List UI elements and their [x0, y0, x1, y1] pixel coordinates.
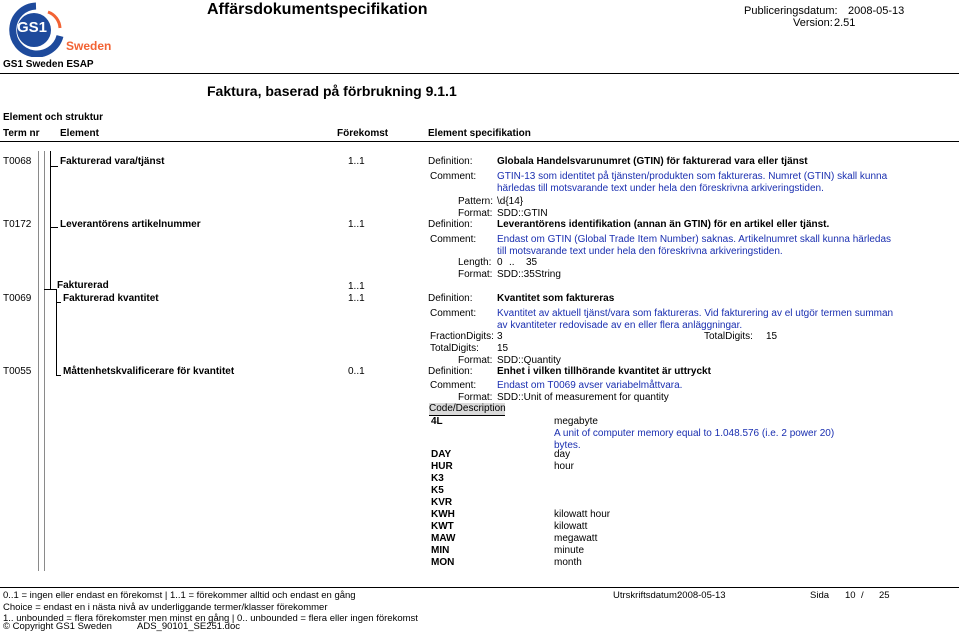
- definition-text: Kvantitet som faktureras: [497, 293, 615, 304]
- code-value: DAY: [431, 449, 452, 460]
- format-value: SDD::Unit of measurement for quantity: [497, 392, 669, 403]
- fraction-digits-value: 3: [497, 331, 503, 342]
- definition-label: Definition:: [428, 156, 473, 167]
- code-description: hour: [554, 461, 575, 472]
- code-value: MON: [431, 557, 455, 568]
- total-digits-value: 15: [497, 343, 509, 354]
- element-name: Leverantörens artikelnummer: [60, 219, 201, 230]
- code-value: MAW: [431, 533, 456, 544]
- code-value: 4L: [431, 416, 443, 427]
- code-value: KVR: [431, 497, 453, 508]
- publication-date-label: Publiceringsdatum:: [744, 5, 838, 17]
- definition-label: Definition:: [428, 219, 473, 230]
- code-value: KWT: [431, 521, 454, 532]
- column-spec: Element specifikation: [428, 128, 531, 139]
- total-digits-inline-label: TotalDigits:: [704, 331, 753, 342]
- gs1-logo: [6, 2, 112, 57]
- total-digits-label: TotalDigits:: [430, 343, 479, 354]
- page-header-title: Affärsdokumentspecifikation: [207, 1, 428, 18]
- occurrence: 1..1: [348, 293, 365, 304]
- code-value: KWH: [431, 509, 455, 520]
- column-element: Element: [60, 128, 99, 139]
- pattern-label: Pattern:: [458, 196, 494, 207]
- code-value: HUR: [431, 461, 453, 472]
- file-name: ADS_90101_SE251.doc: [137, 621, 240, 632]
- comment-label: Comment:: [430, 171, 477, 182]
- code-description: kilowatt: [554, 521, 588, 532]
- format-label: Format:: [458, 392, 493, 403]
- total-digits-inline-value: 15: [766, 331, 778, 342]
- format-value: SDD::35String: [497, 269, 561, 280]
- print-date-label: Utrskriftsdatum:: [613, 590, 680, 601]
- page-total: 25: [879, 590, 890, 601]
- pattern-value: \d{14}: [497, 196, 524, 207]
- logo-text: GS1: [17, 19, 48, 36]
- definition-text: Enhet i vilken tillhörande kvantitet är uttryckt: [497, 366, 711, 377]
- page-label: Sida: [810, 590, 830, 601]
- term-number: T0068: [3, 156, 32, 167]
- format-label: Format:: [458, 269, 493, 280]
- term-number: T0055: [3, 366, 32, 377]
- occurrence: 1..1: [348, 219, 365, 230]
- code-description: megawatt: [554, 533, 598, 544]
- legend-occurrence: 0..1 = ingen eller endast en förekomst | 1..1 = förekommer alltid och endast en gång: [3, 590, 356, 601]
- definition-label: Definition:: [428, 293, 473, 304]
- publication-date: 2008-05-13: [848, 5, 905, 17]
- code-value: K5: [431, 485, 444, 496]
- group-name: Fakturerad: [57, 280, 109, 291]
- definition-text: Leverantörens identifikation (annan än GTIN) för en artikel eller tjänst.: [497, 219, 830, 230]
- format-value: SDD::Quantity: [497, 355, 561, 366]
- code-value: K3: [431, 473, 444, 484]
- element-name: Fakturerad kvantitet: [63, 293, 159, 304]
- comment-label: Comment:: [430, 308, 477, 319]
- occurrence: 1..1: [348, 281, 365, 292]
- length-label: Length:: [458, 257, 492, 268]
- comment-label: Comment:: [430, 234, 477, 245]
- version-label: Version:: [793, 17, 833, 29]
- code-description: megabyte: [554, 416, 598, 427]
- fraction-digits-label: FractionDigits:: [430, 331, 494, 342]
- page-separator: /: [861, 590, 864, 601]
- code-description: A unit of computer memory equal to 1.048.576 (i.e. 2 power 20) bytes.: [554, 428, 835, 451]
- comment-text: GTIN-13 som identitet på tjänsten/produkten som faktureras. Numret (GTIN) skall kunna härledas till motsvarande text under hela den föreskrivna arkiveringstiden.: [497, 171, 888, 194]
- comment-text: Endast om GTIN (Global Trade Item Number) saknas. Artikelnumret skall kunna härledas till motsvarande text under hela den föreskrivna arkiveringstiden.: [497, 234, 892, 257]
- definition-label: Definition:: [428, 366, 473, 377]
- term-number: T0069: [3, 293, 32, 304]
- element-name: Måttenhetskvalificerare för kvantitet: [63, 366, 235, 377]
- section-heading: Element och struktur: [3, 112, 104, 123]
- legend-unbounded: 1.. unbounded = flera förekomster men minst en gång | 0.. unbounded = flera eller ingen förekomst: [3, 613, 418, 624]
- column-occurrence: Förekomst: [337, 128, 389, 139]
- code-description-header: Code/Description: [429, 403, 506, 414]
- logo-country: Sweden: [66, 39, 112, 53]
- organisation: GS1 Sweden ESAP: [3, 59, 94, 70]
- code-value: MIN: [431, 545, 450, 556]
- format-label: Format:: [458, 208, 493, 219]
- length-min: 0: [497, 257, 503, 268]
- copyright: © Copyright GS1 Sweden: [3, 621, 112, 632]
- legend-choice: Choice = endast en i nästa nivå av underliggande termer/klasser förekommer: [3, 602, 328, 613]
- code-description: day: [554, 449, 571, 460]
- code-description: minute: [554, 545, 585, 556]
- comment-text: Kvantitet av aktuell tjänst/vara som faktureras. Vid fakturering av el utgör termen summan av kvantiteter redovisade av en eller flera anläggningar.: [497, 308, 894, 331]
- comment-text: Endast om T0069 avser variabelmåttvara.: [497, 380, 683, 391]
- element-name: Fakturerad vara/tjänst: [60, 156, 165, 167]
- format-value: SDD::GTIN: [497, 208, 548, 219]
- length-separator: ..: [509, 257, 515, 268]
- length-max: 35: [526, 257, 538, 268]
- document-title: Faktura, baserad på förbrukning 9.1.1: [207, 83, 457, 99]
- occurrence: 0..1: [348, 366, 365, 377]
- occurrence: 1..1: [348, 156, 365, 167]
- version-value: 2.51: [834, 17, 856, 29]
- format-label: Format:: [458, 355, 493, 366]
- term-number: T0172: [3, 219, 32, 230]
- code-description: month: [554, 557, 582, 568]
- column-term: Term nr: [3, 128, 40, 139]
- definition-text: Globala Handelsvarunumret (GTIN) för fakturerad vara eller tjänst: [497, 156, 808, 167]
- comment-label: Comment:: [430, 380, 477, 391]
- page-number: 10: [845, 590, 856, 601]
- print-date: 2008-05-13: [677, 590, 726, 601]
- code-description: kilowatt hour: [554, 509, 611, 520]
